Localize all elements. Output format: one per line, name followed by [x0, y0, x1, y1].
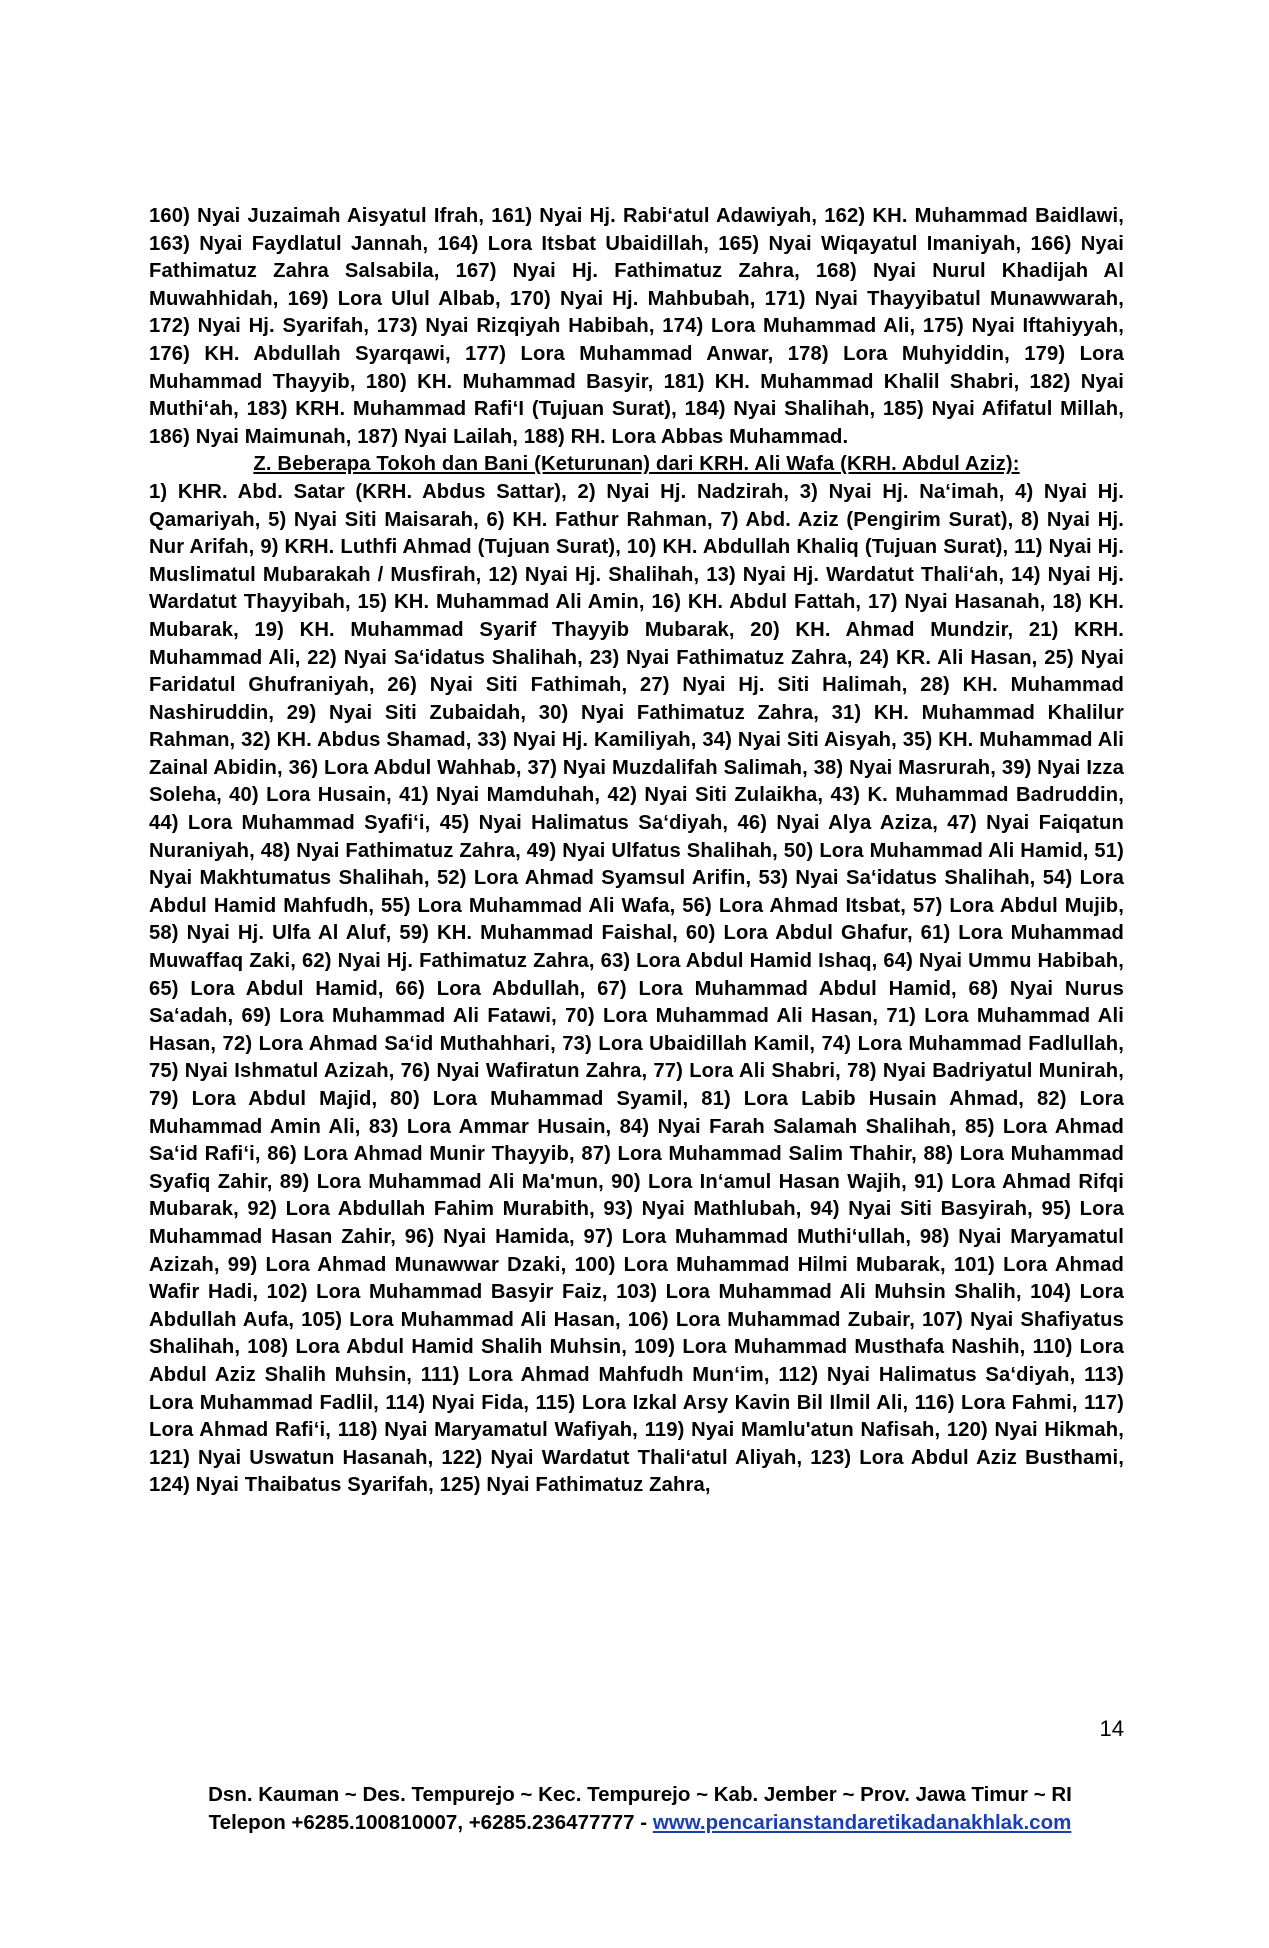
section-heading: Z. Beberapa Tokoh dan Bani (Keturunan) dari KRH. Ali Wafa (KRH. Abdul Aziz):: [253, 453, 1020, 476]
footer-contact: [120, 1809, 1160, 1837]
footer-phone: Telepon +6285.100810007, +6285.236477777 -: [208, 1811, 653, 1834]
footer-address: Dsn. Kauman ~ Des. Tempurejo ~ Kec. Tempurejo ~ Kab. Jember ~ Prov. Jawa Timur ~ RI: [208, 1783, 1072, 1806]
website-link[interactable]: www.pencarianstandaretikadanakhlak.com: [652, 1811, 1072, 1834]
paragraph-descendant-list: 1) KHR. Abd. Satar (KRH. Abdus Sattar), 2) Nyai Hj. Nadzirah, 3) Nyai Hj. Na‘imah, 4) Nyai Hj. Qamariyah, 5) Nyai Siti Maisarah, 6) KH. Fathur Rahman, 7) Abd. Aziz (Pengirim Surat), 8) Nyai Hj. Nur Arifah, 9) KRH. Luthfi Ahmad (Tujuan Surat), 10) KH. Abdullah Khaliq (Tujuan Surat), 11) Nyai Hj. Muslimatul Mubarakah / Musfirah, 12) Nyai Hj. Shalihah, 13) Nyai Hj. Wardatut Thali‘ah, 14) Nyai Hj. Wardatut Thayyibah, 15) KH. Muhammad Ali Amin, 16) KH. Abdul Fattah, 17) Nyai Hasanah, 18) KH. Mubarak, 19) KH. Muhammad Syarif Thayyib Mubarak, 20) KH. Ahmad Mundzir, 21) KRH. Muhammad Ali, 22) Nyai Sa‘idatus Shalihah, 23) Nyai Fathimatuz Zahra, 24) KR. Ali Hasan, 25) Nyai Faridatul Ghufraniyah, 26) Nyai Siti Fathimah, 27) Nyai Hj. Siti Halimah, 28) KH. Muhammad Nashiruddin, 29) Nyai Siti Zubaidah, 30) Nyai Fathimatuz Zahra, 31) KH. Muhammad Khalilur Rahman, 32) KH. Abdus Shamad, 33) Nyai Hj. Kamiliyah, 34) Nyai Siti Aisyah, 35) KH. Muhammad Ali Zainal Abidin, 36) Lora Abdul Wahhab, 37) Nyai Muzdalifah Salimah, 38) Nyai Masrurah, 39) Nyai Izza Soleha, 40) Lora Husain, 41) Nyai Mamduhah, 42) Nyai Siti Zulaikha, 43) K. Muhammad Badruddin, 44) Lora Muhammad Syafi‘i, 45) Nyai Halimatus Sa‘diyah, 46) Nyai Alya Aziza, 47) Nyai Faiqatun Nuraniyah, 48) Nyai Fathimatuz Zahra, 49) Nyai Ulfatus Shalihah, 50) Lora Muhammad Ali Hamid, 51) Nyai Makhtumatus Shalihah, 52) Lora Ahmad Syamsul Arifin, 53) Nyai Sa‘idatus Shalihah, 54) Lora Abdul Hamid Mahfudh, 55) Lora Muhammad Ali Wafa, 56) Lora Ahmad Itsbat, 57) Lora Abdul Mujib, 58) Nyai Hj. Ulfa Al Aluf, 59) KH. Muhammad Faishal, 60) Lora Abdul Ghafur, 61) Lora Muhammad Muwaffaq Zaki, 62) Nyai Hj. Fathimatuz Zahra, 63) Lora Abdul Hamid Ishaq, 64) Nyai Ummu Habibah, 65) Lora Abdul Hamid, 66) Lora Abdullah, 67) Lora Muhammad Abdul Hamid, 68) Nyai Nurus Sa‘adah, 69) Lora Muhammad Ali Fatawi, 70) Lora Muhammad Ali Hasan, 71) Lora Muhammad Ali Hasan, 72) Lora Ahmad Sa‘id Muthahhari, 73) Lora Ubaidillah Kamil, 74) Lora Muhammad Fadlullah, 75) Nyai Ishmatul Azizah, 76) Nyai Wafiratun Zahra, 77) Lora Ali Shabri, 78) Nyai Badriyatul Munirah, 79) Lora Abdul Majid, 80) Lora Muhammad Syamil, 81) Lora Labib Husain Ahmad, 82) Lora Muhammad Amin Ali, 83) Lora Ammar Husain, 84) Nyai Farah Salamah Shalihah, 85) Lora Ahmad Sa‘id Rafi‘i, 86) Lora Ahmad Munir Thayyib, 87) Lora Muhammad Salim Thahir, 88) Lora Muhammad Syafiq Zahir, 89) Lora Muhammad Ali Ma'mun, 90) Lora In‘amul Hasan Wajih, 91) Lora Ahmad Rifqi Mubarak, 92) Lora Abdullah Fahim Murabith, 93) Nyai Mathlubah, 94) Nyai Siti Basyirah, 95) Lora Muhammad Hasan Zahir, 96) Nyai Hamida, 97) Lora Muhammad Muthi‘ullah, 98) Nyai Maryamatul Azizah, 99) Lora Ahmad Munawwar Dzaki, 100) Lora Muhammad Hilmi Mubarak, 101) Lora Ahmad Wafir Hadi, 102) Lora Muhammad Basyir Faiz, 103) Lora Muhammad Ali Muhsin Shalih, 104) Lora Abdullah Aufa, 105) Lora Muhammad Ali Hasan, 106) Lora Muhammad Zubair, 107) Nyai Shafiyatus Shalihah, 108) Lora Abdul Hamid Shalih Muhsin, 109) Lora Muhammad Musthafa Nashih, 110) Lora Abdul Aziz Shalih Muhsin, 111) Lora Ahmad Mahfudh Mun‘im, 112) Nyai Halimatus Sa‘diyah, 113) Lora Muhammad Fadlil, 114) Nyai Fida, 115) Lora Izkal Arsy Kavin Bil Ilmil Ali, 116) Lora Fahmi, 117) Lora Ahmad Rafi‘i, 118) Nyai Maryamatul Wafiyah, 119) Nyai Mamlu'atun Nafisah, 120) Nyai Hikmah, 121) Nyai Uswatun Hasanah, 122) Nyai Wardatut Thali‘atul Aliyah, 123) Lora Abdul Aziz Busthami, 124) Nyai Thaibatus Syarifah, 125) Nyai Fathimatuz Zahra,: [149, 480, 1124, 1497]
paragraph-continued-list: 160) Nyai Juzaimah Aisyatul Ifrah, 161) Nyai Hj. Rabi‘atul Adawiyah, 162) KH. Muhammad Baidlawi, 163) Nyai Faydlatul Jannah, 164) Lora Itsbat Ubaidillah, 165) Nyai Wiqayatul Imaniyah, 166) Nyai Fathimatuz Zahra Salsabila, 167) Nyai Hj. Fathimatuz Zahra, 168) Nyai Nurul Khadijah Al Muwahhidah, 169) Lora Ulul Albab, 170) Nyai Hj. Mahbubah, 171) Nyai Thayyibatul Munawwarah, 172) Nyai Hj. Syarifah, 173) Nyai Rizqiyah Habibah, 174) Lora Muhammad Ali, 175) Nyai Iftahiyyah, 176) KH. Abdullah Syarqawi, 177) Lora Muhammad Anwar, 178) Lora Muhyiddin, 179) Lora Muhammad Thayyib, 180) KH. Muhammad Basyir, 181) KH. Muhammad Khalil Shabri, 182) Nyai Muthi‘ah, 183) KRH. Muhammad Rafi‘I (Tujuan Surat), 184) Nyai Shalihah, 185) Nyai Afifatul Millah, 186) Nyai Maimunah, 187) Nyai Lailah, 188) RH. Lora Abbas Muhammad.: [149, 205, 1124, 448]
page-number: 14: [1099, 1716, 1124, 1741]
footer: [120, 1781, 1160, 1837]
body-text: [149, 203, 1124, 1500]
